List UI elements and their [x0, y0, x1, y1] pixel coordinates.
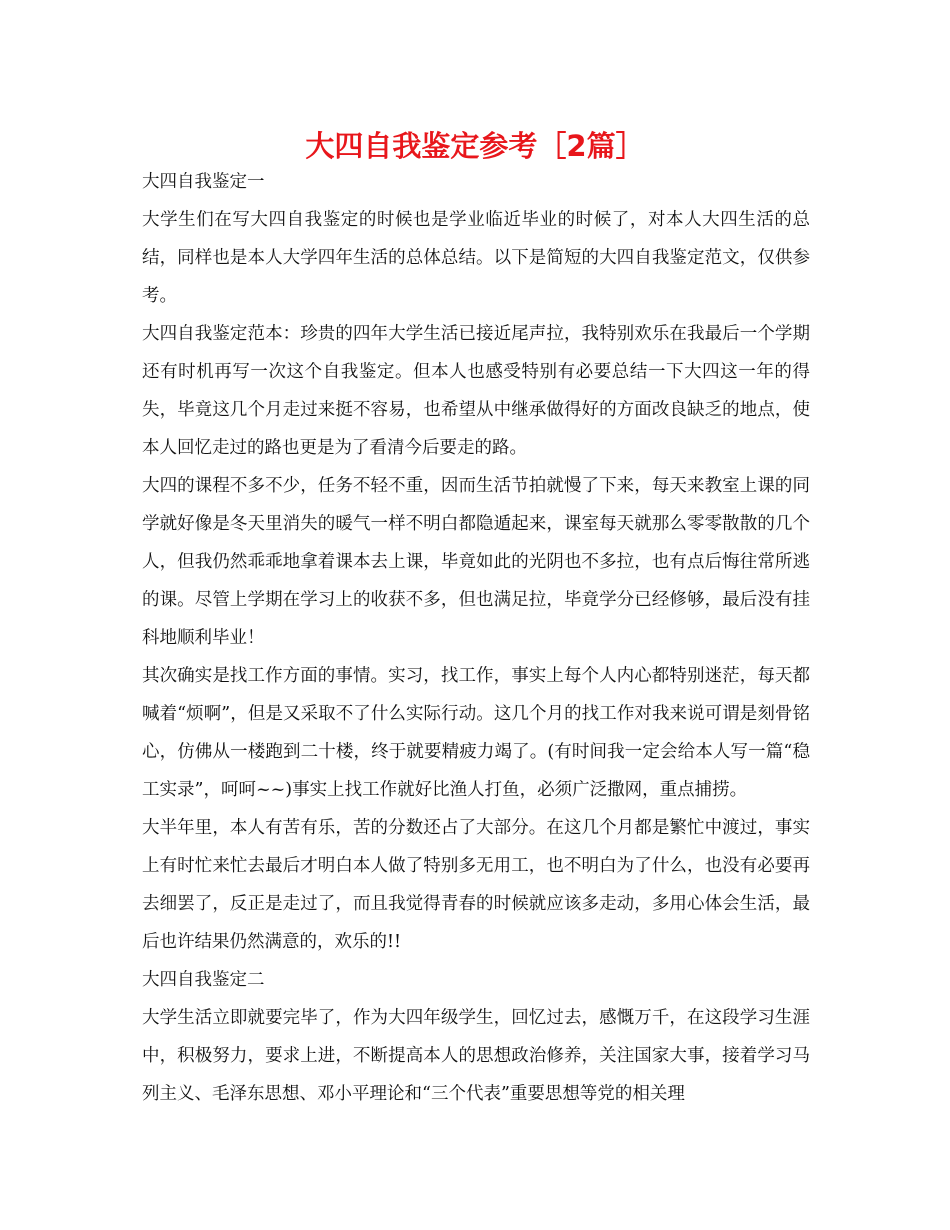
body-paragraph: 大学生们在写大四自我鉴定的时候也是学业临近毕业的时候了，对本人大四生活的总结，同样也是本人大学四年生活的总体总结。以下是简短的大四自我鉴定范文，仅供参考。 — [142, 210, 810, 306]
body-paragraph: 大半年里，本人有苦有乐，苦的分数还占了大部分。在这几个月都是繁忙中渡过，事实上有时忙来忙去最后才明白本人做了特别多无用工，也不明白为了什么，也没有必要再去细罢了，反正是走过了，而且我觉得青春的时候就应该多走动，多用心体会生活，最后也许结果仍然满意的，欢乐的!! — [142, 818, 810, 952]
document-body — [142, 163, 810, 1113]
body-paragraph: 大四的课程不多不少，任务不轻不重，因而生活节拍就慢了下来，每天来教室上课的同学就好像是冬天里消失的暖气一样不明白都隐遁起来，课室每天就那么零零散散的几个人，但我仍然乖乖地拿着课本去上课，毕竟如此的光阴也不多拉，也有点后悔往常所逃的课。尽管上学期在学习上的收获不多，但也满足拉，毕竟学分已经修够，最后没有挂科地顺利毕业！ — [142, 476, 810, 648]
document-title: 大四自我鉴定参考［2篇］ — [305, 129, 645, 163]
body-paragraph: 大四自我鉴定范本：珍贵的四年大学生活已接近尾声拉，我特别欢乐在我最后一个学期还有时机再写一次这个自我鉴定。但本人也感受特别有必要总结一下大四这一年的得失，毕竟这几个月走过来挺不容易，也希望从中继承做得好的方面改良缺乏的地点，使本人回忆走过的路也更是为了看清今后要走的路。 — [142, 324, 810, 458]
body-paragraph: 大学生活立即就要完毕了，作为大四年级学生，回忆过去，感慨万千，在这段学习生涯中，积极努力，要求上进，不断提高本人的思想政治修养，关注国家大事，接着学习马列主义、毛泽东思想、邓小平理论和“三个代表”重要思想等党的相关理 — [142, 1008, 810, 1104]
section-heading-1: 大四自我鉴定一 — [142, 172, 265, 192]
section-heading-2: 大四自我鉴定二 — [142, 970, 265, 990]
body-paragraph: 其次确实是找工作方面的事情。实习，找工作，事实上每个人内心都特别迷茫，每天都喊着“烦啊”，但是又采取不了什么实际行动。这几个月的找工作对我来说可谓是刻骨铭心，仿佛从一楼跑到二十楼，终于就要精疲力竭了。(有时间我一定会给本人写一篇“稳工实录”，呵呵~~)事实上找工作就好比渔人打鱼，必须广泛撒网，重点捕捞。 — [142, 666, 810, 800]
